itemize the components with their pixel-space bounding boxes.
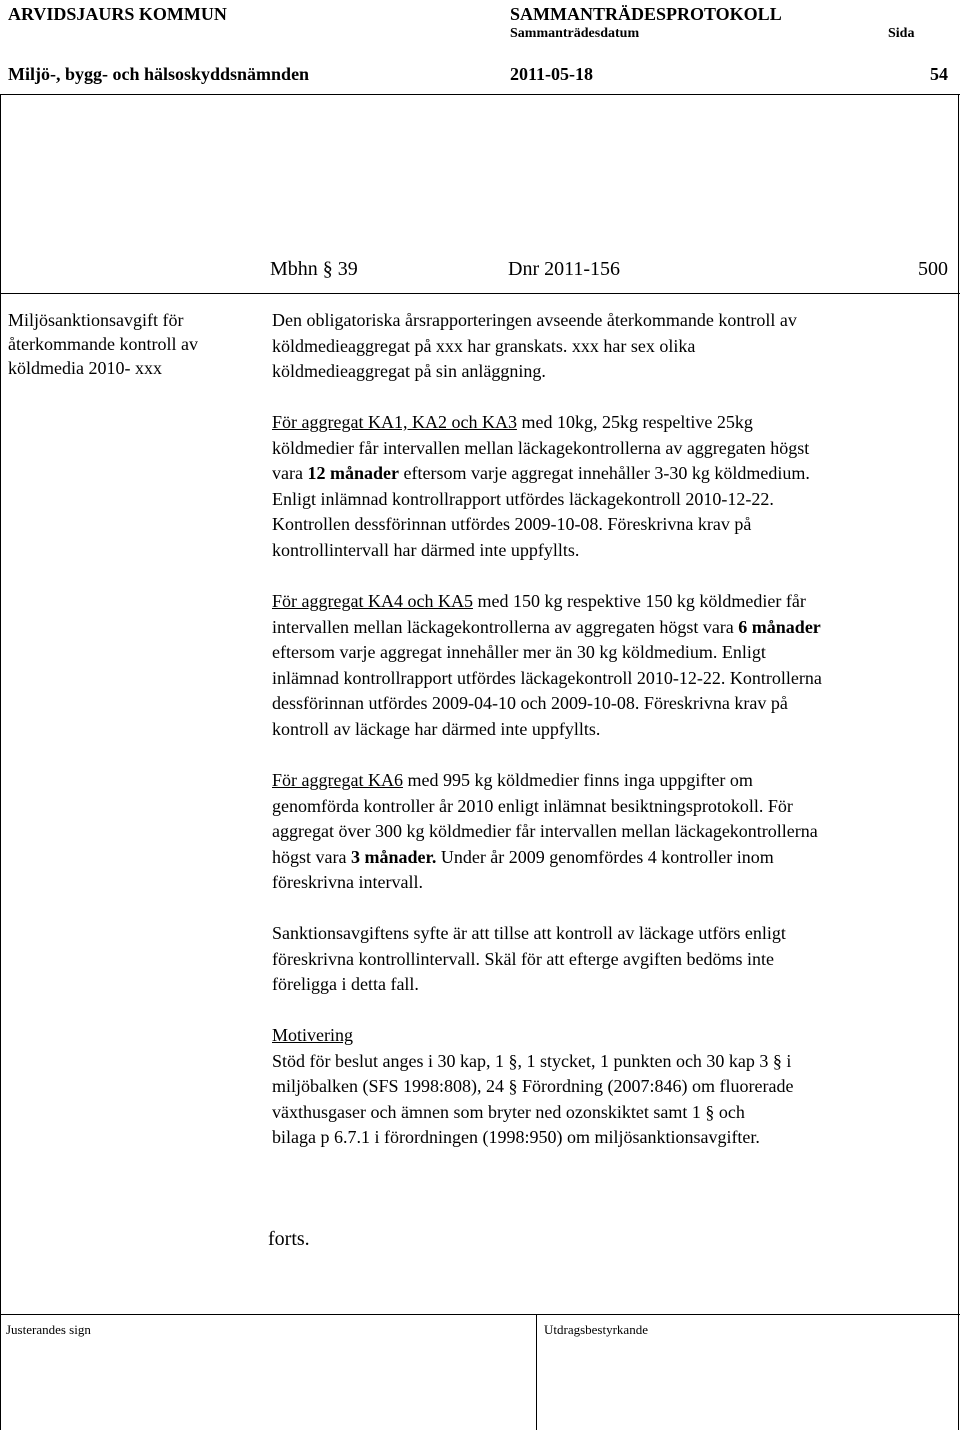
case-side-title (8, 308, 198, 380)
diary-number: Dnr 2011-156 (508, 258, 621, 280)
interval-emphasis: 12 månader (307, 463, 399, 483)
page-label: Sida (888, 26, 915, 41)
text-line: genomförda kontroller år 2010 enligt inlämnat besiktningsprotokoll. För (272, 795, 793, 816)
committee-name: Miljö-, bygg- och hälsoskyddsnämnden (8, 64, 310, 84)
side-title-line: återkommande kontroll av (8, 334, 198, 354)
footer-top-line (0, 1314, 960, 1315)
text-line: Stöd för beslut anges i 30 kap, 1 §, 1 stycket, 1 punkten och 30 kap 3 § i (272, 1050, 792, 1071)
paragraph-motivering (272, 1023, 793, 1151)
text-span: intervallen mellan läckagekontrollerna av aggregaten högst vara (272, 616, 739, 637)
case-code: 500 (918, 258, 948, 280)
text-line (272, 410, 810, 436)
text-line (272, 768, 818, 794)
side-title-line: köldmedia 2010- xxx (8, 358, 162, 378)
text-line: växthusgaser och ämnen som bryter ned ozonskiktet samt 1 § och (272, 1101, 745, 1122)
text-line: föreskrivna intervall. (272, 872, 423, 892)
text-line (272, 615, 822, 641)
document-type: SAMMANTRÄDESPROTOKOLL (510, 4, 782, 24)
date-label: Sammanträdesdatum (510, 26, 640, 41)
text-line: miljöbalken (SFS 1998:808), 24 § Förordning (2007:846) om fluorerade (272, 1076, 794, 1096)
text-span: högst vara (272, 846, 351, 867)
text-span: med 10kg, 25kg respeltive 25kg (516, 412, 753, 432)
text-line: dessförinnan utfördes 2009-04-10 och 2009-10-08. Föreskrivna krav på (272, 693, 788, 713)
signature-label: Justerandes sign (6, 1322, 91, 1337)
frame-right-line (958, 94, 959, 1314)
motivering-heading: Motivering (272, 1025, 353, 1045)
footer-left-line (0, 1314, 1, 1430)
paragraph-ka6 (272, 768, 818, 896)
text-line: föreskrivna kontrollintervall. Skäl för att efterge avgiften bedöms inte (272, 948, 775, 969)
text-span: Under år 2009 genomfördes 4 kontroller inom (436, 846, 774, 867)
heading-separator-left (0, 293, 264, 294)
paragraph-intro (272, 308, 797, 385)
aggregate-heading: För aggregat KA1, KA2 och KA3 (272, 412, 517, 432)
text-span: eftersom varje aggregat innehåller 3-30 kg köldmedium. (398, 463, 810, 483)
text-line (272, 845, 818, 871)
aggregate-heading: För aggregat KA4 och KA5 (272, 591, 473, 611)
text-line: köldmedieaggregat på sin anläggning. (272, 361, 546, 381)
text-span: med 150 kg respektive 150 kg köldmedier får (472, 591, 806, 611)
page-number: 54 (930, 64, 948, 84)
footer-right-line (958, 1314, 959, 1430)
text-span: vara (272, 463, 308, 483)
text-line: bilaga p 6.7.1 i förordningen (1998:950) om miljösanktionsavgifter. (272, 1127, 760, 1147)
paragraph-number: Mbhn § 39 (270, 258, 358, 280)
text-line: köldmedier får intervallen mellan läckagekontrollerna av aggregaten högst (272, 437, 810, 458)
text-line: Enligt inlämnad kontrollrapport utfördes läckagekontroll 2010-12-22. (272, 488, 774, 509)
footer-divider-line (536, 1314, 537, 1430)
meeting-date: 2011-05-18 (510, 64, 593, 84)
text-span: med 995 kg köldmedier finns inga uppgifter om (402, 770, 753, 790)
text-line: kontroll av läckage har därmed inte uppfyllts. (272, 718, 601, 739)
text-line: köldmedieaggregat på xxx har granskats. xxx har sex olika (272, 335, 696, 356)
extract-certification-label: Utdragsbestyrkande (544, 1322, 648, 1337)
text-line: kontrollintervall har därmed inte uppfyllts. (272, 539, 580, 560)
org-name: ARVIDSJAURS KOMMUN (8, 4, 227, 24)
text-line: aggregat över 300 kg köldmedier får intervallen mellan läckagekontrollerna (272, 821, 818, 841)
paragraph-sanction-purpose (272, 921, 786, 998)
continued-note: forts. (268, 1228, 310, 1250)
text-line: eftersom varje aggregat innehåller mer än 30 kg köldmedium. Enligt (272, 642, 766, 662)
heading-separator-right (264, 293, 960, 294)
interval-emphasis: 6 månader (738, 616, 821, 637)
paragraph-ka4-ka5 (272, 589, 822, 742)
text-line (272, 589, 822, 615)
text-line: inlämnad kontrollrapport utfördes läckagekontroll 2010-12-22. Kontrollerna (272, 667, 822, 688)
aggregate-heading: För aggregat KA6 (272, 770, 403, 790)
interval-emphasis: 3 månader. (350, 846, 437, 867)
text-line: Kontrollen dessförinnan utfördes 2009-10-08. Föreskrivna krav på (272, 514, 752, 534)
side-title-line: Miljösanktionsavgift för (8, 310, 184, 330)
frame-top-line (0, 94, 960, 95)
text-line (272, 461, 810, 487)
text-line: Sanktionsavgiftens syfte är att tillse att kontroll av läckage utförs enligt (272, 923, 786, 943)
text-line: föreligga i detta fall. (272, 974, 419, 994)
frame-left-line (0, 94, 1, 1314)
paragraph-ka1-ka3 (272, 410, 810, 563)
text-line: Den obligatoriska årsrapporteringen avseende återkommande kontroll av (272, 310, 797, 330)
